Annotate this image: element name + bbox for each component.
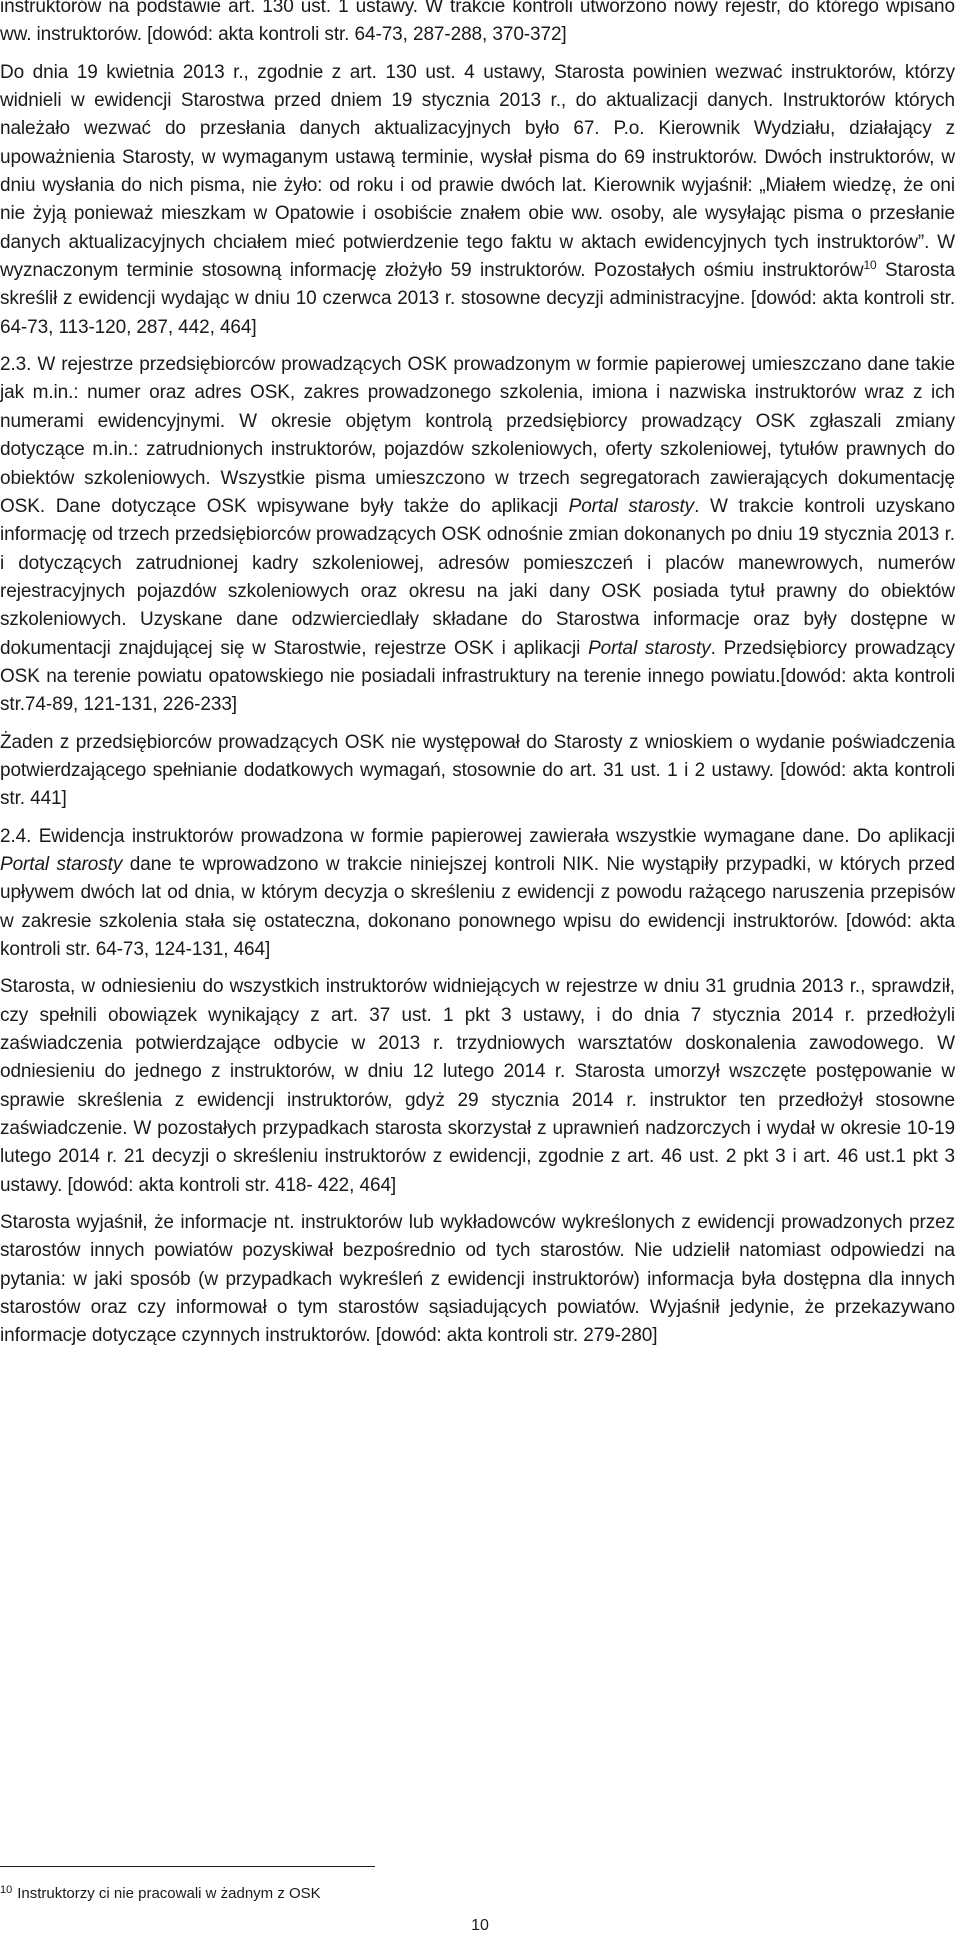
footnote-text: Instruktorzy ci nie pracowali w żadnym z OSK: [17, 1885, 321, 1902]
app-name: Portal starosty: [588, 637, 711, 659]
app-name: Portal starosty: [0, 853, 123, 875]
app-name: Portal starosty: [568, 495, 695, 517]
footnote-divider: [0, 1866, 375, 1867]
paragraph-instructor-update: Do dnia 19 kwietnia 2013 r., zgodnie z art. 130 ust. 4 ustawy, Starosta powinien wezwać instruktorów, którzy widnieli w ewidencji Starostwa przed dniem 19 stycznia 2013 r., do aktualizacji danych. Instruktorów których należało wezwać do przesłania danych aktualizacyjnych było 67. P.o. Kierownik Wydziału, działający z upoważnienia Starosty, w wymaganym ustawą terminie, wysłał pisma do 69 instruktorów. Dwóch instruktorów, w dniu wysłania do nich pisma, nie żyło: od roku i od prawie dwóch lat. Kierownik wyjaśnił: „Miałem wiedzę, że oni nie żyją ponieważ mieszkam w Opatowie i osobiście znałem obie ww. osoby, ale wysyłając pisma o przesłanie danych aktualizacyjnych chciałem mieć potwierdzenie tego faktu w aktach ewidencyjnych tych instruktorów”. W wyznaczonym terminie stosowną informację złożyło 59 instruktorów. Pozostałych ośmiu instruktorów$^{10}$ Starosta skreślił z ewidencji wydając w dniu 10 czerwca 2013 r. stosowne decyzji administracyjne. [dowód: akta kontroli str. 64-73, 113-120, 287, 442, 464]: [0, 61, 956, 338]
paragraph-osk-register: 2.3. W rejestrze przedsiębiorców prowadzących OSK prowadzonym w formie papierowej umieszczano dane takie jak m.in.: numer oraz adres OSK, zakres prowadzonego szkolenia, imiona i nazwiska instruktorów wraz z ich numerami ewidencyjnymi. W okresie objętym kontrolą przedsiębiorcy prowadzący OSK zgłaszali zmiany dotyczące m.in.: zatrudnionych instruktorów, pojazdów szkoleniowych, oferty szkoleniowej, tytułów prawnych do obiektów szkoleniowych. Wszystkie pisma umieszczono w trzech segregatorach zawierających dokumentację OSK. Dane dotyczące OSK wpisywane były także do aplikacji Portal starosty. W trakcie kontroli uzyskano informację od trzech przedsiębiorców prowadzących OSK odnośnie zmian dokonanych po dniu 19 stycznia 2013 r. i dotyczących zatrudnionej kadry szkoleniowej, adresów pomieszczeń i placów manewrowych, numerów rejestracyjnych pojazdów szkoleniowych oraz okresu na jaki dany OSK posiada tytuł prawny do obiektów szkoleniowych. Uzyskane dane odzwierciedlały składane do Starostwa informacje oraz były dostępne w dokumentacji znajdującej się w Starostwie, rejestrze OSK i aplikacji Portal starosty. Przedsiębiorcy prowadzący OSK na terenie powiatu opatowskiego nie posiadali infrastruktury na terenie innego powiatu.[dowód: akta kontroli str.74-89, 121-131, 226-233]: [0, 354, 956, 716]
paragraph-instructor-register: 2.4. Ewidencja instruktorów prowadzona w formie papierowej zawierała wszystkie wymagane dane. Do aplikacji Portal starosty dane te wprowadzono w trakcie niniejszej kontroli NIK. Nie wystąpiły przypadki, w których przed upływem dwóch lat od dnia, w którym decyzja o skreśleniu z ewidencji z powodu rażącego naruszenia przepisów w zakresie szkolenia stała się ostateczna, dokonano ponownego wpisu do ewidencji instruktorów. [dowód: akta kontroli str. 64-73, 124-131, 464]: [0, 825, 955, 960]
footnote: [0, 1880, 321, 1904]
footnote-reference: 10: [863, 258, 877, 273]
footnote-number: 10: [0, 1884, 13, 1896]
paragraph-continuation: instruktorów na podstawie art. 130 ust. 1 ustawy. W trakcie kontroli utworzono nowy rejestr, do którego wpisano ww. instruktorów. [dowód: akta kontroli str. 64-73, 287-288, 370-372]: [0, 0, 955, 46]
paragraph-explanation: Starosta wyjaśnił, że informacje nt. instruktorów lub wykładowców wykreślonych z ewidencji prowadzonych przez starostów innych powiatów pozyskiwał bezpośrednio od tych starostów. Nie udzielił natomiast odpowiedzi na pytania: w jaki sposób (w przypadkach wykreśleń z ewidencji instruktorów) informacja była dostępna dla innych starostów oraz czy informował o tym starostów sąsiadujących powiatów. Wyjaśnił jedynie, że przekazywano informacje dotyczące czynnych instruktorów. [dowód: akta kontroli str. 279-280]: [0, 1212, 955, 1347]
page-number: 10: [471, 1917, 489, 1934]
paragraph-workshops: Starosta, w odniesieniu do wszystkich instruktorów widniejących w rejestrze w dniu 31 grudnia 2013 r., sprawdził, czy spełnili obowiązek wynikający z art. 37 ust. 1 pkt 3 ustawy, i do dnia 7 stycznia 2014 r. przedłożyli zaświadczenia potwierdzające odbycie w 2013 r. trzydniowych warsztatów doskonalenia zawodowego. W odniesieniu do jednego z instruktorów, w dniu 12 lutego 2014 r. Starosta umorzył wszczęte postępowanie w sprawie skreślenia z ewidencji instruktorów, gdyż 29 stycznia 2014 r. instruktor ten przedłożył stosowne zaświadczenie. W pozostałych przypadkach starosta skorzystał z uprawnień nadzorczych i wydał w okresie 10-19 lutego 2014 r. 21 decyzji o skreśleniu instruktorów z ewidencji, zgodnie z art. 46 ust. 2 pkt 3 i art. 46 ust.1 pkt 3 ustawy. [dowód: akta kontroli str. 418- 422, 464]: [0, 976, 955, 1196]
paragraph-no-certificates: Żaden z przedsiębiorców prowadzących OSK nie występował do Starosty z wnioskiem o wydanie poświadczenia potwierdzającego spełnianie dodatkowych wymagań, stosownie do art. 31 ust. 1 i 2 ustawy. [dowód: akta kontroli str. 441]: [0, 731, 955, 810]
